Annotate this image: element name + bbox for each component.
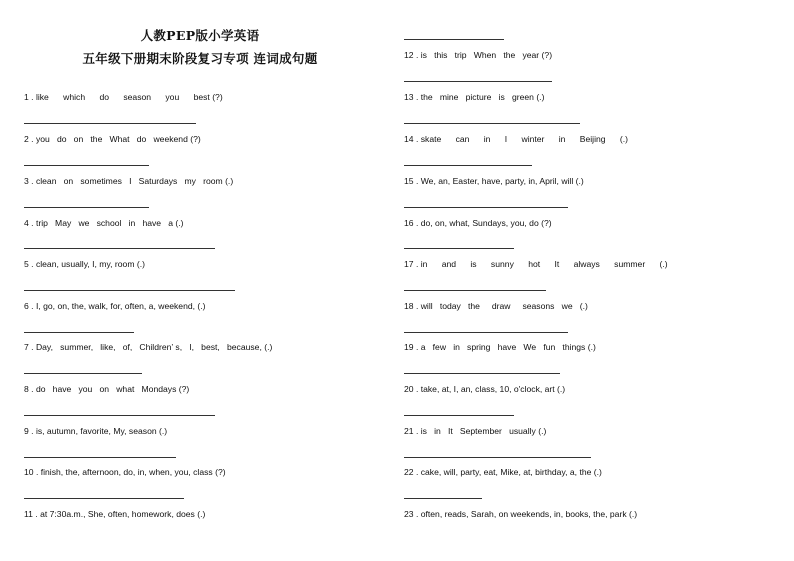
answer-line[interactable] (404, 290, 546, 291)
answer-line[interactable] (404, 81, 552, 82)
answer-line[interactable] (24, 207, 149, 208)
question-3: 3 . clean on sometimes I Saturdays my room (.) (24, 176, 234, 186)
question-21: 21 . is in It September usually (.) (404, 426, 547, 436)
question-9: 9 . is, autumn, favorite, My, season (.) (24, 426, 168, 436)
question-12: 12 . is this trip When the year (?) (404, 50, 553, 60)
question-18: 18 . will today the draw seasons we (.) (404, 301, 588, 311)
answer-line[interactable] (24, 457, 176, 458)
answer-line[interactable] (24, 123, 196, 124)
answer-line[interactable] (24, 498, 184, 499)
question-17: 17 . in and is sunny hot It always summer (.) (404, 259, 668, 269)
answer-line[interactable] (404, 123, 580, 124)
answer-line[interactable] (24, 373, 142, 374)
answer-line[interactable] (404, 498, 482, 499)
question-16: 16 . do, on, what, Sundays, you, do (?) (404, 218, 552, 228)
question-1: 1 . like which do season you best (?) (24, 92, 223, 102)
question-20: 20 . take, at, I, an, class, 10, o'clock, art (.) (404, 384, 566, 394)
answer-line[interactable] (24, 332, 134, 333)
question-13: 13 . the mine picture is green (.) (404, 92, 545, 102)
page-title: 人教PEP版小学英语 (140, 28, 260, 43)
question-8: 8 . do have you on what Mondays (?) (24, 384, 190, 394)
answer-line[interactable] (24, 415, 215, 416)
question-6: 6 . I, go, on, the, walk, for, often, a, weekend, (.) (24, 301, 206, 311)
answer-line[interactable] (24, 165, 149, 166)
answer-line[interactable] (404, 248, 514, 249)
question-11: 11 . at 7:30a.m., She, often, homework, does (.) (24, 509, 206, 519)
answer-line[interactable] (404, 415, 514, 416)
answer-line[interactable] (404, 39, 504, 40)
question-14: 14 . skate can in I winter in Beijing (.) (404, 134, 628, 144)
question-22: 22 . cake, will, party, eat, Mike, at, birthday, a, the (.) (404, 467, 602, 477)
question-19: 19 . a few in spring have We fun things (.) (404, 342, 596, 352)
question-5: 5 . clean, usually, I, my, room (.) (24, 259, 145, 269)
answer-line[interactable] (404, 165, 532, 166)
answer-line[interactable] (404, 373, 560, 374)
question-23: 23 . often, reads, Sarah, on weekends, in, books, the, park (.) (404, 509, 638, 519)
answer-line[interactable] (404, 457, 591, 458)
answer-line[interactable] (404, 207, 568, 208)
question-2: 2 . you do on the What do weekend (?) (24, 134, 201, 144)
question-15: 15 . We, an, Easter, have, party, in, April, will (.) (404, 176, 584, 186)
question-7: 7 . Day, summer, like, of, Children’ s, I, best, because, (.) (24, 342, 273, 352)
answer-line[interactable] (24, 290, 235, 291)
answer-line[interactable] (24, 248, 215, 249)
question-10: 10 . finish, the, afternoon, do, in, when, you, class (?) (24, 467, 226, 477)
question-4: 4 . trip May we school in have a (.) (24, 218, 184, 228)
page-subtitle: 五年级下册期末阶段复习专项 连词成句题 (82, 51, 318, 66)
answer-line[interactable] (404, 332, 568, 333)
